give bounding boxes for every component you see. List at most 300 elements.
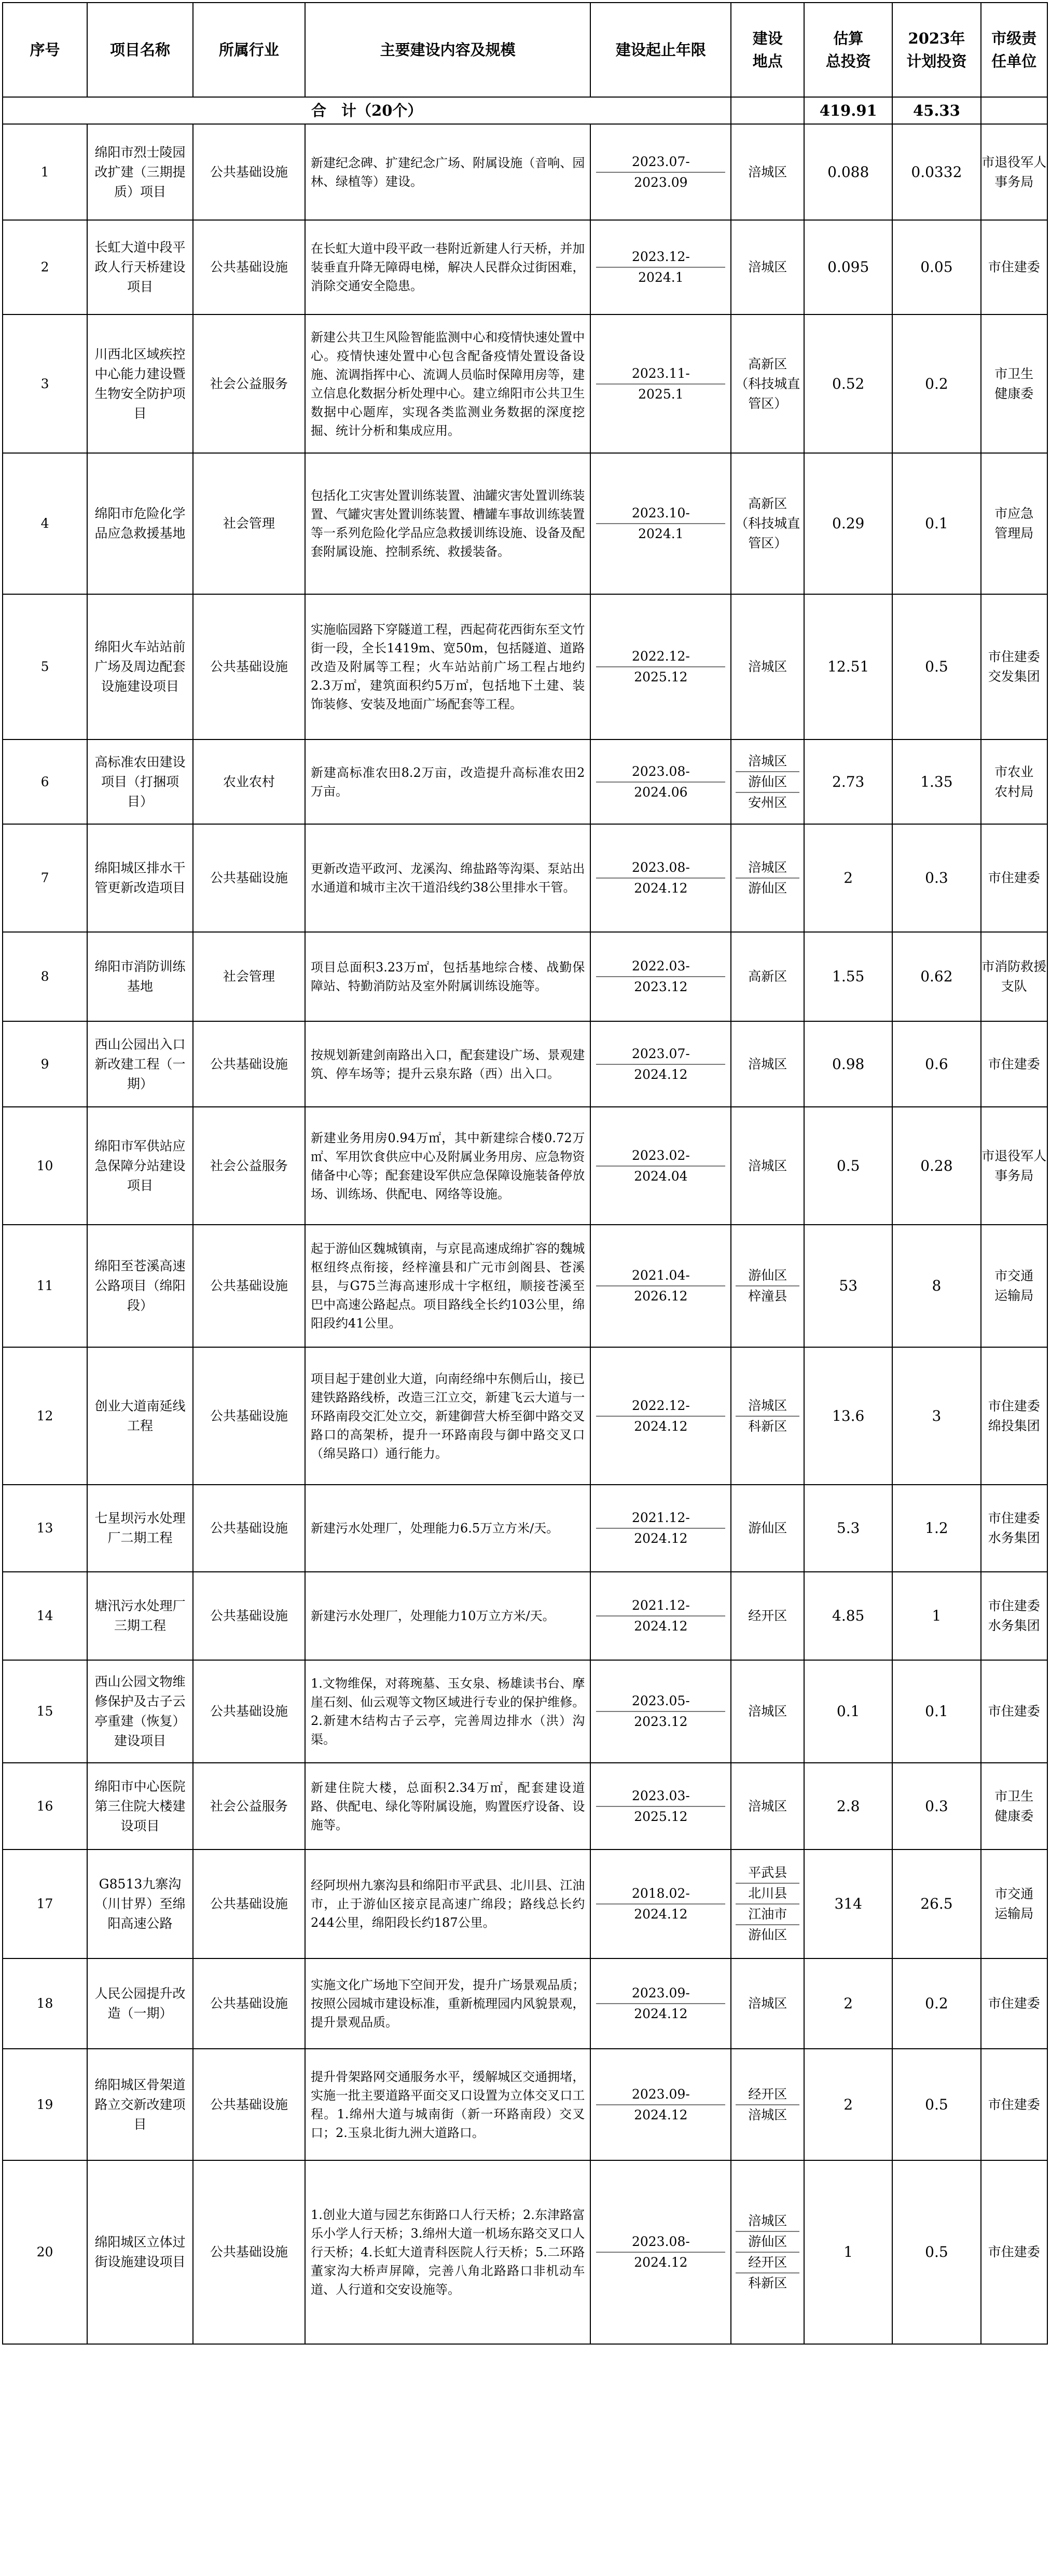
unit-item: 市退役军人事务局 — [981, 154, 1047, 189]
row-total-investment: 2.8 — [804, 1763, 892, 1849]
location-stack — [731, 654, 804, 680]
period-end: 2024.12 — [634, 881, 688, 896]
period-end: 2024.1 — [638, 270, 684, 285]
row-period — [590, 824, 731, 932]
row-project-name: G8513九寨沟（川甘界）至绵阳高速公路 — [87, 1849, 193, 1958]
row-location — [731, 220, 804, 314]
table-row — [3, 1849, 1047, 1958]
table-row — [3, 124, 1047, 220]
period-end: 2024.1 — [638, 526, 684, 541]
unit-stack — [981, 1262, 1047, 1310]
row-total-investment: 4.85 — [804, 1572, 892, 1660]
row-responsible-unit — [981, 2160, 1048, 2344]
row-total-investment: 0.095 — [804, 220, 892, 314]
row-total-investment: 5.3 — [804, 1485, 892, 1572]
unit-stack — [981, 2091, 1047, 2119]
location-item: 游仙区 — [748, 1927, 787, 1942]
row-period — [590, 932, 731, 1021]
location-item: 涪城区 — [748, 1397, 787, 1413]
row-period — [590, 1347, 731, 1485]
row-total-investment: 53 — [804, 1225, 892, 1347]
location-item: 涪城区 — [748, 1704, 787, 1719]
row-no: 1 — [3, 124, 87, 220]
row-responsible-unit — [981, 932, 1048, 1021]
period-start: 2023.08- — [631, 860, 690, 875]
row-period — [590, 1849, 731, 1958]
summary-total: 419.91 — [804, 97, 892, 124]
row-industry: 公共基础设施 — [193, 124, 305, 220]
row-industry: 社会公益服务 — [193, 314, 305, 453]
row-total-investment: 1.55 — [804, 932, 892, 1021]
row-project-name: 绵阳火车站站前广场及周边配套设施建设项目 — [87, 594, 193, 739]
location-item: 平武县 — [748, 1865, 787, 1880]
summary-plan: 45.33 — [892, 97, 980, 124]
period-stack — [591, 1132, 730, 1200]
row-content: 新建住院大楼，总面积2.34万㎡，配套建设道路、供配电、绿化等附属设施，购置医疗设备、设施等。 — [305, 1763, 590, 1849]
location-item: 涪城区 — [748, 259, 787, 275]
unit-item: 水务集团 — [988, 1618, 1040, 1633]
row-project-name: 绵阳市烈士陵园改扩建（三期提质）项目 — [87, 124, 193, 220]
location-stack — [731, 964, 804, 990]
project-table — [2, 2, 1048, 2345]
row-industry: 公共基础设施 — [193, 2049, 305, 2160]
row-period — [590, 2160, 731, 2344]
row-responsible-unit — [981, 1347, 1048, 1485]
period-stack — [591, 1252, 730, 1320]
location-stack — [731, 1263, 804, 1309]
location-item: 高新区 — [748, 356, 787, 372]
table-row — [3, 1225, 1047, 1347]
location-item: 涪城区 — [748, 2213, 787, 2228]
row-location — [731, 2160, 804, 2344]
unit-stack — [981, 2238, 1047, 2266]
location-item: 游仙区 — [748, 1520, 787, 1536]
location-item: 经开区 — [748, 1608, 787, 1623]
row-plan-investment: 0.3 — [892, 824, 980, 932]
header-plan-line1: 2023年 — [908, 30, 965, 47]
row-project-name: 西山公园文物维修保护及古子云亭重建（恢复）建设项目 — [87, 1660, 193, 1763]
row-location — [731, 314, 804, 453]
period-start: 2023.03- — [631, 1788, 690, 1803]
unit-item: 市住建委 — [988, 1511, 1040, 1526]
row-content: 新建高标准农田8.2万亩，改造提升高标准农田2万亩。 — [305, 739, 590, 824]
header-location — [731, 3, 804, 97]
header-content: 主要建设内容及规模 — [305, 3, 590, 97]
header-name: 项目名称 — [87, 3, 193, 97]
summary-label: 合 计（20个） — [3, 97, 731, 124]
row-content: 按规划新建剑南路出入口，配套建设广场、景观建筑、停车场等；提升云泉东路（西）出入口。 — [305, 1021, 590, 1107]
row-plan-investment: 26.5 — [892, 1849, 980, 1958]
period-start: 2023.08- — [631, 2234, 690, 2249]
table-row — [3, 1572, 1047, 1660]
location-stack — [731, 1860, 804, 1948]
row-responsible-unit — [981, 824, 1048, 932]
row-project-name: 绵阳至苍溪高速公路项目（绵阳段） — [87, 1225, 193, 1347]
unit-item: 市住建委 — [988, 1704, 1040, 1719]
unit-stack — [981, 1392, 1047, 1440]
table-row — [3, 932, 1047, 1021]
row-responsible-unit — [981, 1107, 1048, 1225]
unit-item: 水务集团 — [988, 1530, 1040, 1545]
unit-item: 市退役军人事务局 — [981, 1148, 1047, 1183]
row-period — [590, 314, 731, 453]
table-row — [3, 1660, 1047, 1763]
row-total-investment: 13.6 — [804, 1347, 892, 1485]
period-start: 2022.12- — [631, 1397, 690, 1413]
row-total-investment: 0.52 — [804, 314, 892, 453]
unit-item: 市交通 — [994, 1886, 1034, 1901]
summary-unit-empty — [981, 97, 1048, 124]
row-total-investment: 2.73 — [804, 739, 892, 824]
period-stack — [591, 490, 730, 557]
location-stack — [731, 1698, 804, 1724]
row-no: 2 — [3, 220, 87, 314]
location-stack — [731, 1603, 804, 1629]
row-responsible-unit — [981, 739, 1048, 824]
unit-stack — [981, 643, 1047, 691]
period-stack — [591, 748, 730, 816]
period-stack — [591, 234, 730, 301]
row-no: 18 — [3, 1958, 87, 2049]
unit-stack — [981, 1592, 1047, 1640]
header-industry: 所属行业 — [193, 3, 305, 97]
row-industry: 公共基础设施 — [193, 824, 305, 932]
location-item: 游仙区 — [748, 2234, 787, 2249]
summary-row — [3, 97, 1047, 124]
row-responsible-unit — [981, 1660, 1048, 1763]
table-row — [3, 2049, 1047, 2160]
row-industry: 社会公益服务 — [193, 1107, 305, 1225]
row-total-investment: 2 — [804, 1958, 892, 2049]
row-project-name: 绵阳市危险化学品应急救援基地 — [87, 453, 193, 594]
period-end: 2024.12 — [634, 1619, 688, 1634]
row-industry: 公共基础设施 — [193, 1849, 305, 1958]
unit-stack — [981, 1990, 1047, 2018]
period-end: 2026.12 — [634, 1289, 688, 1304]
row-location — [731, 594, 804, 739]
table-row — [3, 594, 1047, 739]
row-plan-investment: 8 — [892, 1225, 980, 1347]
location-item: 安州区 — [748, 794, 787, 810]
location-stack — [731, 748, 804, 816]
row-industry: 公共基础设施 — [193, 1347, 305, 1485]
period-end: 2024.04 — [634, 1168, 688, 1184]
row-industry: 公共基础设施 — [193, 1572, 305, 1660]
unit-item: 市卫生 — [994, 1788, 1034, 1804]
period-end: 2024.12 — [634, 1531, 688, 1546]
period-stack — [591, 1495, 730, 1562]
period-end: 2024.12 — [634, 2107, 688, 2122]
row-responsible-unit — [981, 314, 1048, 453]
header-no: 序号 — [3, 3, 87, 97]
unit-item: 交发集团 — [988, 669, 1040, 684]
location-item: 梓潼县 — [748, 1289, 787, 1304]
row-content: 经阿坝州九寨沟县和绵阳市平武县、北川县、江油市，止于游仙区接京昆高速广绵段；路线总长约244公里，绵阳段长约187公里。 — [305, 1849, 590, 1958]
row-plan-investment: 0.5 — [892, 2049, 980, 2160]
period-start: 2018.02- — [631, 1886, 690, 1901]
row-plan-investment: 0.5 — [892, 2160, 980, 2344]
unit-stack — [981, 360, 1047, 408]
unit-item: 市住建委 — [988, 259, 1040, 275]
row-no: 5 — [3, 594, 87, 739]
row-plan-investment: 0.0332 — [892, 124, 980, 220]
location-stack — [731, 1051, 804, 1077]
table-row — [3, 220, 1047, 314]
row-total-investment: 0.29 — [804, 453, 892, 594]
row-plan-investment: 0.5 — [892, 594, 980, 739]
unit-item: 市农业 — [994, 764, 1034, 779]
location-item: 游仙区 — [748, 1268, 787, 1283]
row-responsible-unit — [981, 594, 1048, 739]
row-no: 3 — [3, 314, 87, 453]
period-start: 2022.03- — [631, 958, 690, 974]
row-period — [590, 1572, 731, 1660]
location-item: 经开区 — [748, 2255, 787, 2270]
row-location — [731, 1347, 804, 1485]
row-period — [590, 1021, 731, 1107]
row-project-name: 绵阳城区立体过街设施建设项目 — [87, 2160, 193, 2344]
row-content: 新建污水处理厂，处理能力6.5万立方米/天。 — [305, 1485, 590, 1572]
row-location — [731, 739, 804, 824]
row-no: 20 — [3, 2160, 87, 2344]
table-row — [3, 1021, 1047, 1107]
row-total-investment: 1 — [804, 2160, 892, 2344]
row-project-name: 绵阳市军供站应急保障分站建设项目 — [87, 1107, 193, 1225]
unit-item: 市消防救援支队 — [981, 959, 1047, 994]
row-no: 16 — [3, 1763, 87, 1849]
row-no: 15 — [3, 1660, 87, 1763]
period-stack — [591, 1870, 730, 1938]
period-start: 2023.12- — [631, 249, 690, 264]
period-stack — [591, 844, 730, 912]
row-period — [590, 453, 731, 594]
row-industry: 公共基础设施 — [193, 1485, 305, 1572]
period-end: 2024.12 — [634, 2255, 688, 2270]
row-content: 新建业务用房0.94万㎡，其中新建综合楼0.72万㎡、军用饮食供应中心及附属业务用房、应急物资储备中心等；配套建设军供应急保障设施装备停放场、训练场、供配电、网络等设施。 — [305, 1107, 590, 1225]
unit-stack — [981, 758, 1047, 806]
location-item: 游仙区 — [748, 774, 787, 789]
row-responsible-unit — [981, 124, 1048, 220]
row-project-name: 绵阳市中心医院第三住院大楼建设项目 — [87, 1763, 193, 1849]
period-stack — [591, 139, 730, 206]
row-period — [590, 594, 731, 739]
row-total-investment: 0.1 — [804, 1660, 892, 1763]
period-stack — [591, 1382, 730, 1450]
unit-stack — [981, 500, 1047, 547]
location-stack — [731, 351, 804, 417]
row-total-investment: 0.5 — [804, 1107, 892, 1225]
header-unit — [981, 3, 1048, 97]
unit-stack — [981, 1142, 1047, 1190]
row-no: 12 — [3, 1347, 87, 1485]
table-row — [3, 1958, 1047, 2049]
location-stack — [731, 1393, 804, 1440]
row-plan-investment: 0.28 — [892, 1107, 980, 1225]
table-row — [3, 1347, 1047, 1485]
unit-item: 运输局 — [994, 1906, 1034, 1921]
table-row — [3, 1763, 1047, 1849]
row-content: 项目总面积3.23万㎡，包括基地综合楼、战勤保障站、特勤消防站及室外附属训练设施等。 — [305, 932, 590, 1021]
unit-stack — [981, 253, 1047, 281]
period-end: 2023.12 — [634, 979, 688, 994]
row-plan-investment: 1.2 — [892, 1485, 980, 1572]
row-content: 提升骨架路网交通服务水平，缓解城区交通拥堵，实施一批主要道路平面交叉口设置为立体交叉口工程。1.绵州大道与城南街（新一环路南段）交叉口；2.玉泉北街九洲大道路口。 — [305, 2049, 590, 2160]
row-project-name: 绵阳城区骨架道路立交新改建项目 — [87, 2049, 193, 2160]
header-unit-line2: 任单位 — [991, 52, 1037, 70]
row-location — [731, 1849, 804, 1958]
location-stack — [731, 2208, 804, 2296]
row-responsible-unit — [981, 1958, 1048, 2049]
header-plan-line2: 计划投资 — [906, 52, 967, 70]
row-plan-investment: 0.1 — [892, 1660, 980, 1763]
period-stack — [591, 1582, 730, 1650]
row-responsible-unit — [981, 1849, 1048, 1958]
row-location — [731, 124, 804, 220]
row-project-name: 西山公园出入口新改建工程（一期） — [87, 1021, 193, 1107]
unit-item: 市住建委 — [988, 1598, 1040, 1613]
row-project-name: 塘汛污水处理厂三期工程 — [87, 1572, 193, 1660]
row-plan-investment: 0.62 — [892, 932, 980, 1021]
row-period — [590, 2049, 731, 2160]
row-content: 包括化工灾害处置训练装置、油罐灾害处置训练装置、气罐灾害处置训练装置、槽罐车事故训练装置等一系列危险化学品应急救援训练设施、设备及配套附属设施、控制系统、救援装备。 — [305, 453, 590, 594]
unit-item: 运输局 — [994, 1288, 1034, 1303]
row-period — [590, 1107, 731, 1225]
row-location — [731, 1763, 804, 1849]
period-stack — [591, 2218, 730, 2286]
header-location-line2: 地点 — [752, 52, 783, 70]
row-industry: 社会公益服务 — [193, 1763, 305, 1849]
period-start: 2023.09- — [631, 1985, 690, 2000]
row-no: 19 — [3, 2049, 87, 2160]
row-plan-investment: 1 — [892, 1572, 980, 1660]
summary-location-empty — [731, 97, 804, 124]
unit-item: 市住建委 — [988, 1398, 1040, 1414]
period-end: 2024.12 — [634, 2006, 688, 2021]
period-stack — [591, 2071, 730, 2139]
unit-item: 健康委 — [994, 1808, 1034, 1824]
row-industry: 农业农村 — [193, 739, 305, 824]
unit-item: 健康委 — [994, 386, 1034, 401]
row-location — [731, 1485, 804, 1572]
row-total-investment: 314 — [804, 1849, 892, 1958]
row-industry: 公共基础设施 — [193, 1958, 305, 2049]
period-start: 2023.11- — [631, 365, 690, 381]
row-plan-investment: 0.1 — [892, 453, 980, 594]
header-total-line2: 总投资 — [825, 52, 871, 70]
period-end: 2024.12 — [634, 1418, 688, 1434]
row-location — [731, 824, 804, 932]
row-industry: 公共基础设施 — [193, 1021, 305, 1107]
unit-item: 管理局 — [994, 526, 1034, 541]
period-end: 2024.12 — [634, 1907, 688, 1922]
row-project-name: 七星坝污水处理厂二期工程 — [87, 1485, 193, 1572]
row-plan-investment: 0.2 — [892, 1958, 980, 2049]
location-item: 涪城区 — [748, 1056, 787, 1072]
unit-item: 市住建委 — [988, 1056, 1040, 1072]
unit-stack — [981, 864, 1047, 892]
row-project-name: 绵阳市消防训练基地 — [87, 932, 193, 1021]
period-end: 2024.06 — [634, 784, 688, 800]
row-industry: 公共基础设施 — [193, 594, 305, 739]
investment-project-table-sheet — [2, 2, 1048, 2345]
unit-stack — [981, 1880, 1047, 1928]
location-stack — [731, 1515, 804, 1541]
row-total-investment: 0.088 — [804, 124, 892, 220]
table-row — [3, 1485, 1047, 1572]
location-item: 科新区 — [748, 2276, 787, 2291]
period-stack — [591, 1031, 730, 1098]
row-location — [731, 932, 804, 1021]
unit-item: 市应急 — [994, 506, 1034, 521]
row-responsible-unit — [981, 1021, 1048, 1107]
row-plan-investment: 3 — [892, 1347, 980, 1485]
row-project-name: 高标准农田建设项目（打捆项目） — [87, 739, 193, 824]
unit-stack — [981, 1050, 1047, 1078]
row-plan-investment: 0.3 — [892, 1763, 980, 1849]
row-location — [731, 453, 804, 594]
table-row — [3, 824, 1047, 932]
row-period — [590, 1763, 731, 1849]
row-content: 新建污水处理厂，处理能力10万立方米/天。 — [305, 1572, 590, 1660]
period-start: 2023.05- — [631, 1693, 690, 1708]
period-start: 2023.02- — [631, 1147, 690, 1163]
unit-stack — [981, 1697, 1047, 1725]
location-stack — [731, 2081, 804, 2128]
header-location-line1: 建设 — [752, 30, 783, 47]
row-content: 实施文化广场地下空间开发，提升广场景观品质；按照公园城市建设标准，重新梳理园内风貌景观，提升景观品质。 — [305, 1958, 590, 2049]
period-start: 2023.07- — [631, 1046, 690, 1061]
location-item: 高新区 — [748, 496, 787, 511]
location-item: 涪城区 — [748, 1158, 787, 1173]
row-responsible-unit — [981, 1763, 1048, 1849]
row-content: 1.创业大道与园艺东街路口人行天桥；2.东津路富乐小学人行天桥；3.绵州大道一机场东路交叉口人行天桥；4.长虹大道青科医院人行天桥；5.二环路董家沟大桥声屏障，完善八角北路路口非机动车道、人行道和交安设施等。 — [305, 2160, 590, 2344]
row-location — [731, 1660, 804, 1763]
period-end: 2025.12 — [634, 1808, 688, 1824]
location-item: 涪城区 — [748, 164, 787, 180]
location-stack — [731, 254, 804, 280]
row-period — [590, 1958, 731, 2049]
row-responsible-unit — [981, 220, 1048, 314]
row-period — [590, 124, 731, 220]
period-start: 2022.12- — [631, 649, 690, 664]
row-no: 7 — [3, 824, 87, 932]
table-row — [3, 739, 1047, 824]
location-item: 涪城区 — [748, 753, 787, 769]
period-stack — [591, 1678, 730, 1745]
row-plan-investment: 1.35 — [892, 739, 980, 824]
row-responsible-unit — [981, 1572, 1048, 1660]
header-row — [3, 3, 1047, 97]
header-total — [804, 3, 892, 97]
row-industry: 公共基础设施 — [193, 220, 305, 314]
table-row — [3, 2160, 1047, 2344]
period-stack — [591, 1773, 730, 1840]
period-end: 2025.12 — [634, 669, 688, 684]
location-item: 游仙区 — [748, 881, 787, 896]
unit-stack — [981, 1783, 1047, 1830]
row-industry: 社会管理 — [193, 932, 305, 1021]
period-start: 2021.12- — [631, 1598, 690, 1613]
period-stack — [591, 350, 730, 418]
unit-item: 市交通 — [994, 1268, 1034, 1283]
location-item: 科新区 — [748, 1418, 787, 1434]
period-stack — [591, 943, 730, 1010]
row-period — [590, 1660, 731, 1763]
row-content: 新建纪念碑、扩建纪念广场、附属设施（音响、园林、绿植等）建设。 — [305, 124, 590, 220]
row-industry: 社会管理 — [193, 453, 305, 594]
unit-item: 市卫生 — [994, 366, 1034, 381]
location-item: 江油市 — [748, 1907, 787, 1922]
